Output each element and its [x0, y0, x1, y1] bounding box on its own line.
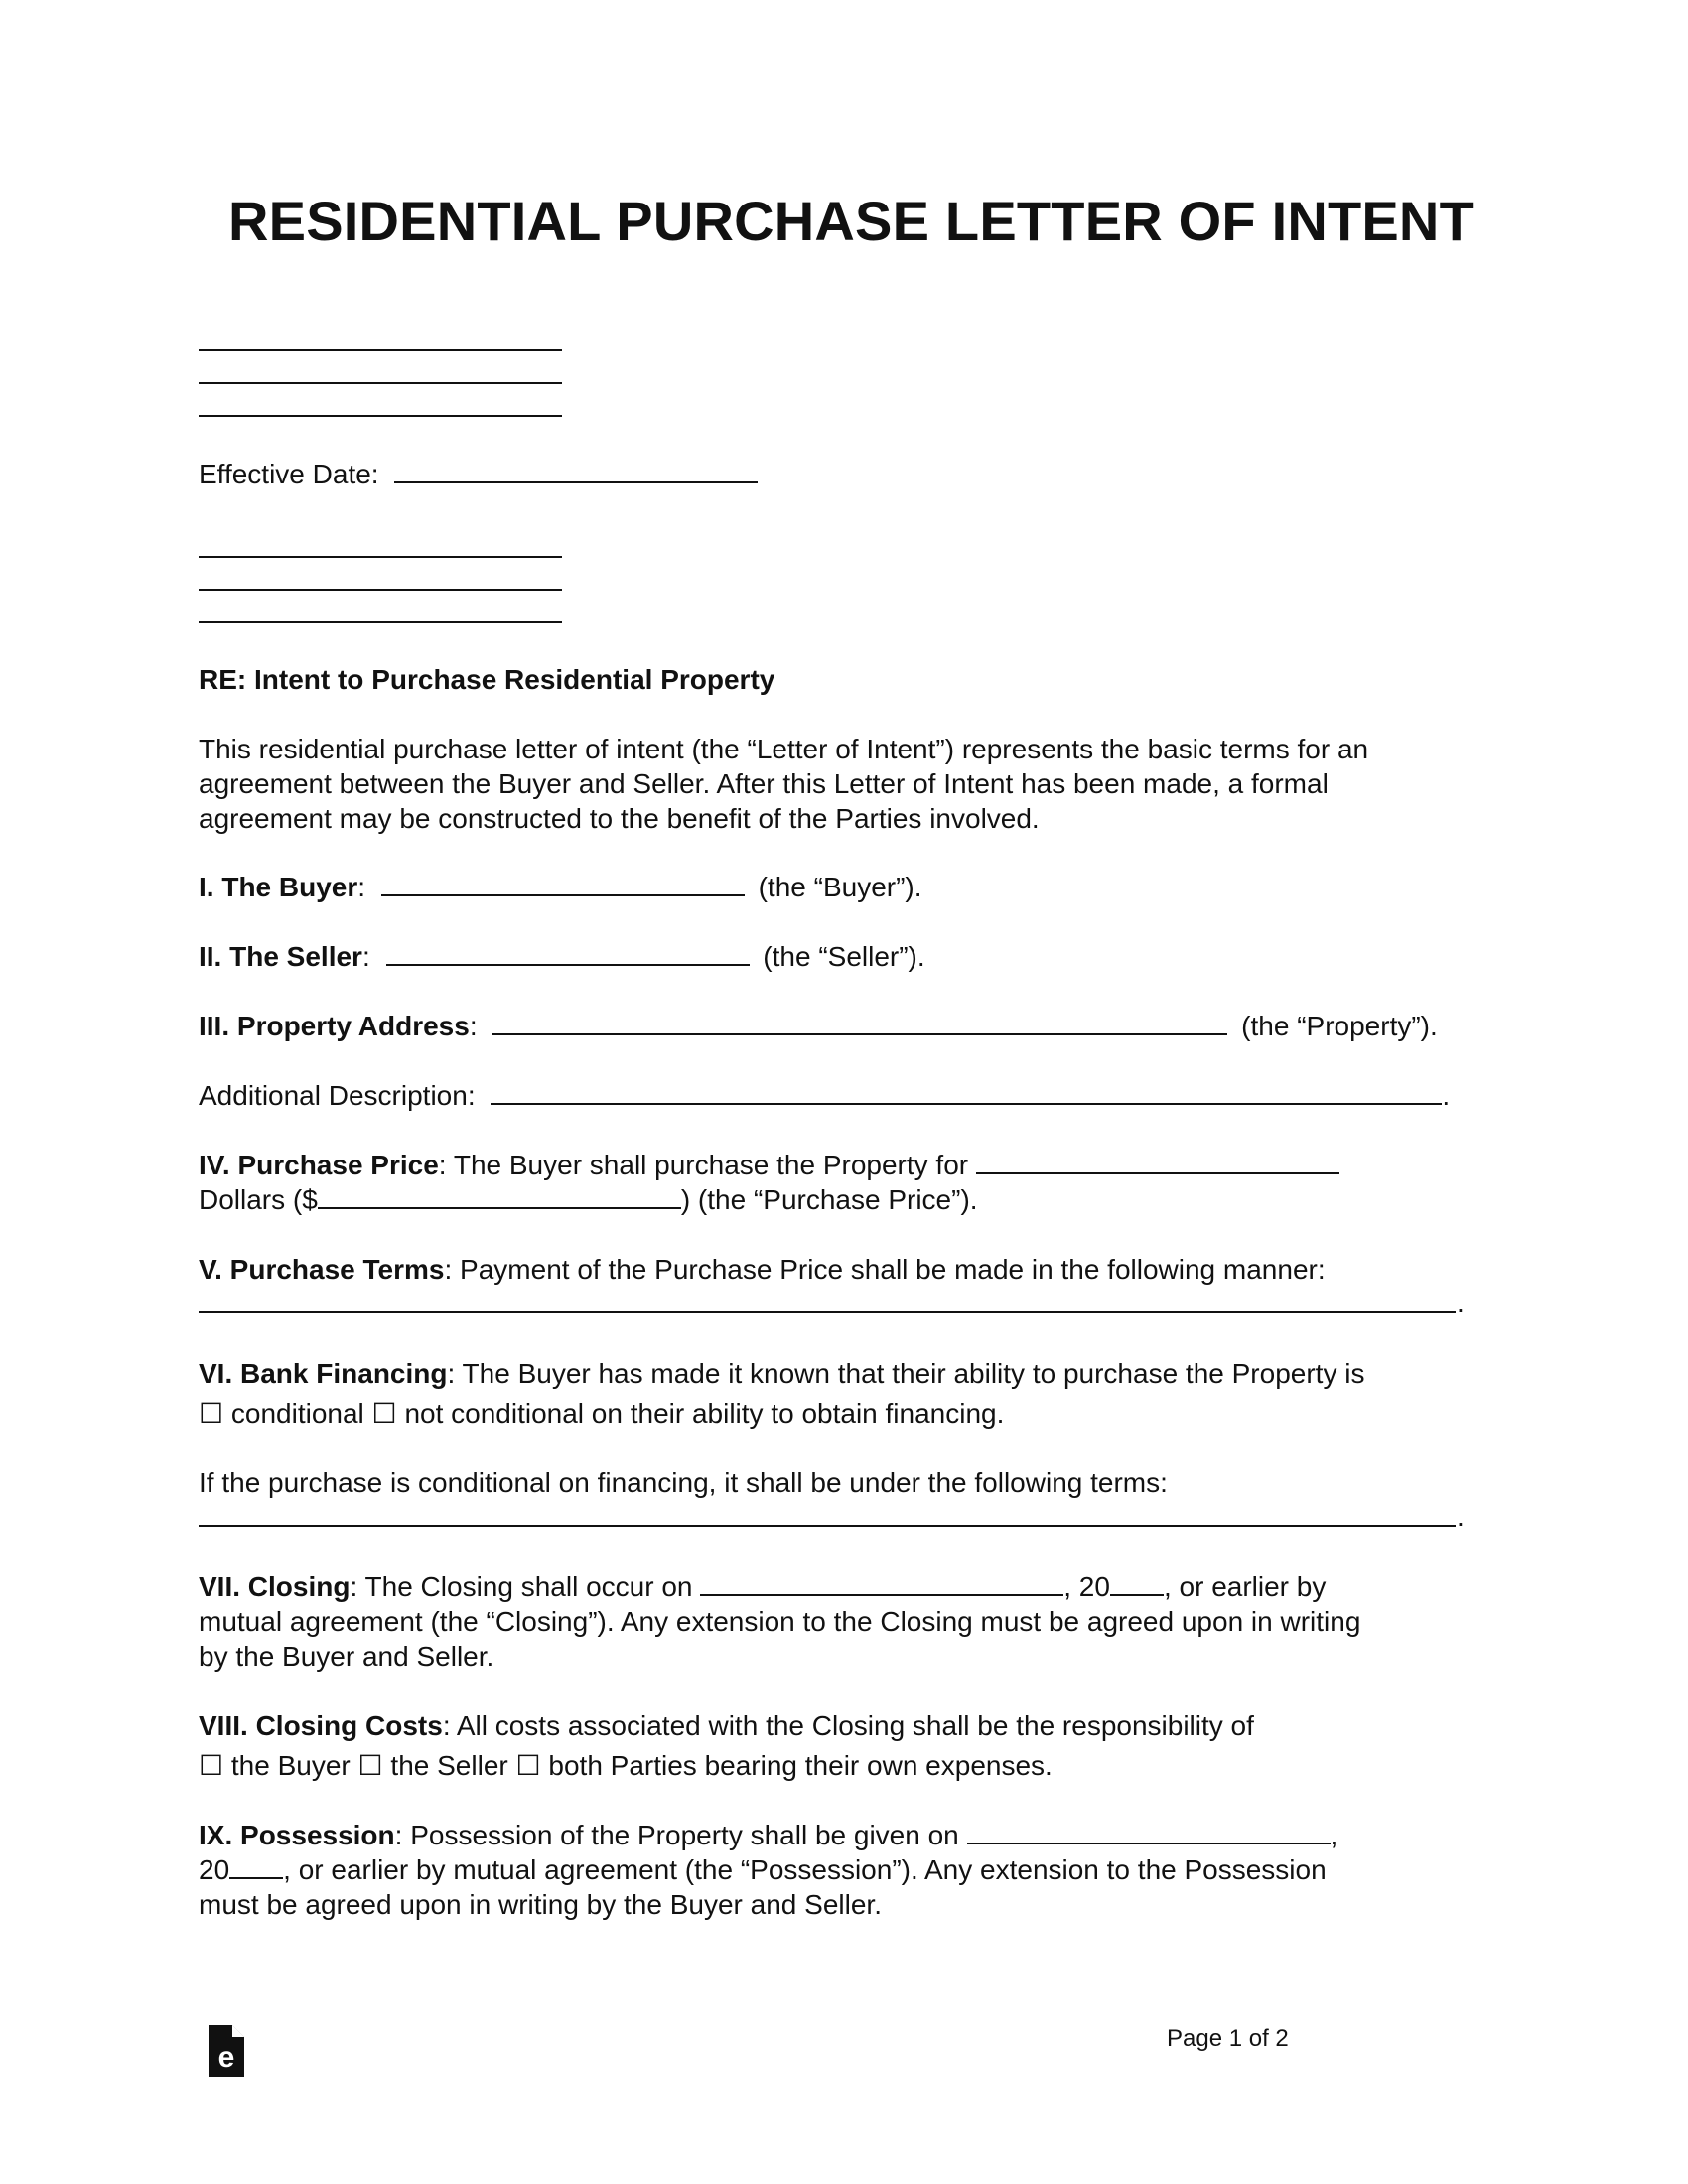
checkbox-seller[interactable]: ☐ — [357, 1750, 383, 1781]
bank-financing-heading: VI. Bank Financing — [199, 1358, 448, 1389]
period: . — [1457, 1501, 1465, 1532]
re-line — [199, 662, 774, 697]
property-address-row: III. Property Address: (the “Property”). — [199, 1011, 1438, 1041]
additional-description-blank[interactable] — [491, 1079, 1442, 1105]
buyer-row: I. The Buyer: (the “Buyer”). — [199, 872, 922, 902]
purchase-price-heading: IV. Purchase Price — [199, 1150, 439, 1180]
closing-costs-line-2: ☐ the Buyer ☐ the Seller ☐ both Parties bearing their own expenses. — [199, 1750, 1053, 1781]
purchase-price-line-1: IV. Purchase Price: The Buyer shall purchase the Property for — [199, 1148, 1489, 1182]
property-address-blank[interactable] — [492, 1010, 1227, 1035]
possession-heading: IX. Possession — [199, 1820, 395, 1850]
period: . — [1457, 1288, 1465, 1318]
additional-description-row — [199, 1078, 1450, 1113]
purchase-price-amount-blank[interactable] — [318, 1183, 681, 1209]
closing-line-1: VII. Closing: The Closing shall occur on , 20 , or earlier by — [199, 1571, 1327, 1602]
recipient-address-line-3[interactable] — [199, 621, 562, 623]
purchase-terms-row: V. Purchase Terms: Payment of the Purchase Price shall be made in the following manner: — [199, 1254, 1326, 1285]
closing-costs-heading: VIII. Closing Costs — [199, 1710, 443, 1741]
seller-suffix: (the “Seller”). — [763, 941, 925, 972]
checkbox-not-conditional[interactable]: ☐ — [371, 1398, 397, 1429]
intro-line: agreement may be constructed to the benefit of the Parties involved. — [199, 803, 1040, 834]
buyer-name-blank[interactable] — [381, 871, 745, 896]
closing-costs-line-1: VIII. Closing Costs: All costs associated with the Closing shall be the responsibility of — [199, 1710, 1254, 1741]
effective-date-label: Effective Date: — [199, 459, 379, 489]
seller-row: II. The Seller: (the “Seller”). — [199, 941, 925, 972]
buyer-heading: I. The Buyer — [199, 872, 358, 902]
intro-line: This residential purchase letter of intent (the “Letter of Intent”) represents the basic terms for an — [199, 734, 1369, 764]
closing-line-3: by the Buyer and Seller. — [199, 1641, 494, 1672]
period: . — [1442, 1080, 1451, 1111]
purchase-price-words-blank[interactable] — [976, 1149, 1339, 1174]
checkbox-conditional[interactable]: ☐ — [199, 1398, 224, 1429]
intro-line: agreement between the Buyer and Seller. After this Letter of Intent has been made, a formal — [199, 768, 1329, 799]
possession-line-1: IX. Possession: Possession of the Property shall be given on , — [199, 1820, 1338, 1850]
purchase-price-paragraph — [199, 1148, 1489, 1217]
bank-financing-line-1: VI. Bank Financing: The Buyer has made it known that their ability to purchase the Property is — [199, 1358, 1365, 1389]
document-page — [199, 0, 1489, 2184]
bank-financing-paragraph — [199, 1356, 1489, 1431]
possession-date-blank[interactable] — [967, 1819, 1331, 1844]
closing-heading: VII. Closing — [199, 1571, 351, 1602]
possession-paragraph — [199, 1818, 1489, 1922]
property-suffix: (the “Property”). — [1241, 1011, 1438, 1041]
seller-name-blank[interactable] — [386, 940, 750, 966]
intro-paragraph — [199, 732, 1489, 836]
sender-address-line-3[interactable] — [199, 415, 562, 417]
effective-date-row — [199, 457, 758, 491]
bank-financing-line-2: ☐ conditional ☐ not conditional on their ability to obtain financing. — [199, 1398, 1005, 1429]
purchase-terms-blank[interactable] — [199, 1311, 1456, 1313]
document-e-logo-icon — [209, 2025, 244, 2077]
closing-line-2: mutual agreement (the “Closing”). Any extension to the Closing must be agreed upon in writing — [199, 1606, 1361, 1637]
page-number: Page 1 of 2 — [1167, 2025, 1289, 2052]
possession-line-3: must be agreed upon in writing by the Buyer and Seller. — [199, 1889, 882, 1920]
recipient-address-line-2[interactable] — [199, 589, 562, 591]
seller-heading: II. The Seller — [199, 941, 362, 972]
closing-year-blank[interactable] — [1110, 1570, 1164, 1596]
financing-terms-blank[interactable] — [199, 1525, 1456, 1527]
closing-paragraph — [199, 1570, 1489, 1674]
property-address-heading: III. Property Address — [199, 1011, 470, 1041]
possession-line-2: 20 , or earlier by mutual agreement (the “Possession”). Any extension to the Possession — [199, 1854, 1327, 1885]
conditional-terms-row: If the purchase is conditional on financing, it shall be under the following terms: — [199, 1467, 1168, 1498]
additional-description-label: Additional Description: — [199, 1080, 476, 1111]
purchase-price-line-2: Dollars ($ ) (the “Purchase Price”). — [199, 1184, 978, 1215]
possession-year-blank[interactable] — [229, 1853, 283, 1879]
svg-text:e: e — [217, 2041, 235, 2074]
document-title: RESIDENTIAL PURCHASE LETTER OF INTENT — [228, 190, 1474, 252]
recipient-address-line-1[interactable] — [199, 556, 562, 558]
closing-costs-paragraph — [199, 1708, 1489, 1783]
closing-date-blank[interactable] — [700, 1570, 1063, 1596]
sender-address-line-2[interactable] — [199, 382, 562, 384]
re-line-text: RE: Intent to Purchase Residential Property — [199, 664, 775, 695]
effective-date-blank[interactable] — [394, 458, 758, 483]
checkbox-buyer[interactable]: ☐ — [199, 1750, 224, 1781]
purchase-terms-heading: V. Purchase Terms — [199, 1254, 445, 1285]
buyer-suffix: (the “Buyer”). — [758, 872, 922, 902]
sender-address-line-1[interactable] — [199, 349, 562, 351]
checkbox-both-parties[interactable]: ☐ — [515, 1750, 541, 1781]
